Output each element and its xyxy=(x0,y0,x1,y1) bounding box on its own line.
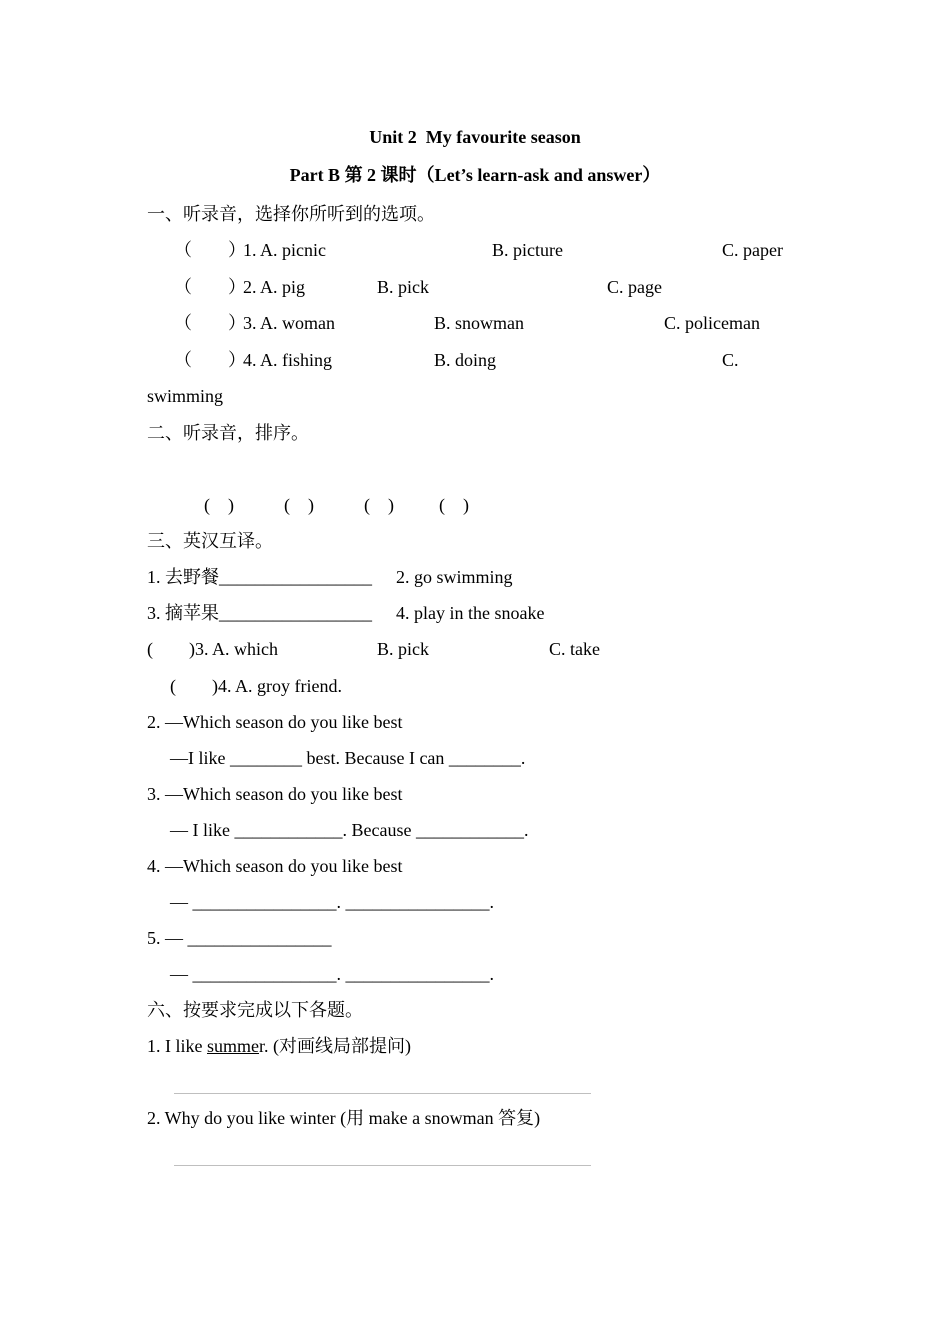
section6-q1-prefix: 1. I like xyxy=(147,1036,207,1056)
q1-option-a: 1. A. picnic xyxy=(243,240,326,260)
dialogue-5-question: 5. — ________________ xyxy=(147,928,332,948)
dialogue-2-answer: —I like ________ best. Because I can ________. xyxy=(170,748,526,768)
q1-option-c: C. paper xyxy=(722,240,783,260)
answer-line-1 xyxy=(174,1093,591,1094)
translate-item-2: 2. go swimming xyxy=(396,567,513,587)
q4-option-a: 4. A. fishing xyxy=(243,350,333,370)
worksheet-title: Unit 2 My favourite season xyxy=(369,127,581,147)
translate-item-3: 3. 摘苹果_________________ xyxy=(147,603,372,623)
extra-q3-option-b: B. pick xyxy=(377,639,429,659)
section6-q1-underlined: summe xyxy=(207,1036,259,1056)
section6-q1 xyxy=(147,1035,411,1057)
q3-option-b: B. snowman xyxy=(434,313,524,333)
translate-item-1: 1. 去野餐_________________ xyxy=(147,567,372,587)
dialogue-4-answer: — ________________. ________________. xyxy=(170,892,494,912)
section2-heading: 二、听录音，排序。 xyxy=(147,423,309,443)
q1-paren: （ ） xyxy=(174,240,246,260)
q3-option-a: 3. A. woman xyxy=(243,313,335,333)
answer-line-2 xyxy=(174,1165,591,1166)
q2-option-a: 2. A. pig xyxy=(243,277,306,297)
q4-option-b: B. doing xyxy=(434,350,497,370)
translate-item-4: 4. play in the snoake xyxy=(396,603,545,623)
extra-q3-option-c: C. take xyxy=(549,639,600,659)
dialogue-3-answer: — I like ____________. Because ____________. xyxy=(170,820,529,840)
dialogue-4-question: 4. —Which season do you like best xyxy=(147,856,403,876)
order-blank-2: ( ) xyxy=(284,495,314,515)
q2-option-b: B. pick xyxy=(377,277,429,297)
q4-paren: （ ） xyxy=(174,350,246,370)
dialogue-5-answer: — ________________. ________________. xyxy=(170,964,494,984)
q3-option-c: C. policeman xyxy=(664,313,760,333)
dialogue-2-question: 2. —Which season do you like best xyxy=(147,712,403,732)
section6-heading: 六、按要求完成以下各题。 xyxy=(147,1000,363,1020)
extra-q3-option-a: ( )3. A. which xyxy=(147,639,278,659)
dialogue-3-question: 3. —Which season do you like best xyxy=(147,784,403,804)
q4-option-c: C. xyxy=(722,350,739,370)
extra-q4: ( )4. A. groy friend. xyxy=(170,676,342,696)
section6-q2: 2. Why do you like winter (用 make a snowman 答复) xyxy=(147,1108,541,1128)
section1-heading: 一、听录音，选择你所听到的选项。 xyxy=(147,204,435,224)
q2-option-c: C. page xyxy=(607,277,662,297)
q1-option-b: B. picture xyxy=(492,240,563,260)
q2-paren: （ ） xyxy=(174,277,246,297)
order-blank-3: ( ) xyxy=(364,495,394,515)
order-blank-1: ( ) xyxy=(204,495,234,515)
q4-option-c-wrap: swimming xyxy=(147,386,224,406)
worksheet-subtitle: Part B 第 2 课时（Let’s learn-ask and answer） xyxy=(289,165,661,185)
order-blank-4: ( ) xyxy=(439,495,469,515)
q3-paren: （ ） xyxy=(174,313,246,333)
section3-heading: 三、英汉互译。 xyxy=(147,531,273,551)
section6-q1-suffix: r. (对画线局部提问) xyxy=(259,1036,411,1056)
